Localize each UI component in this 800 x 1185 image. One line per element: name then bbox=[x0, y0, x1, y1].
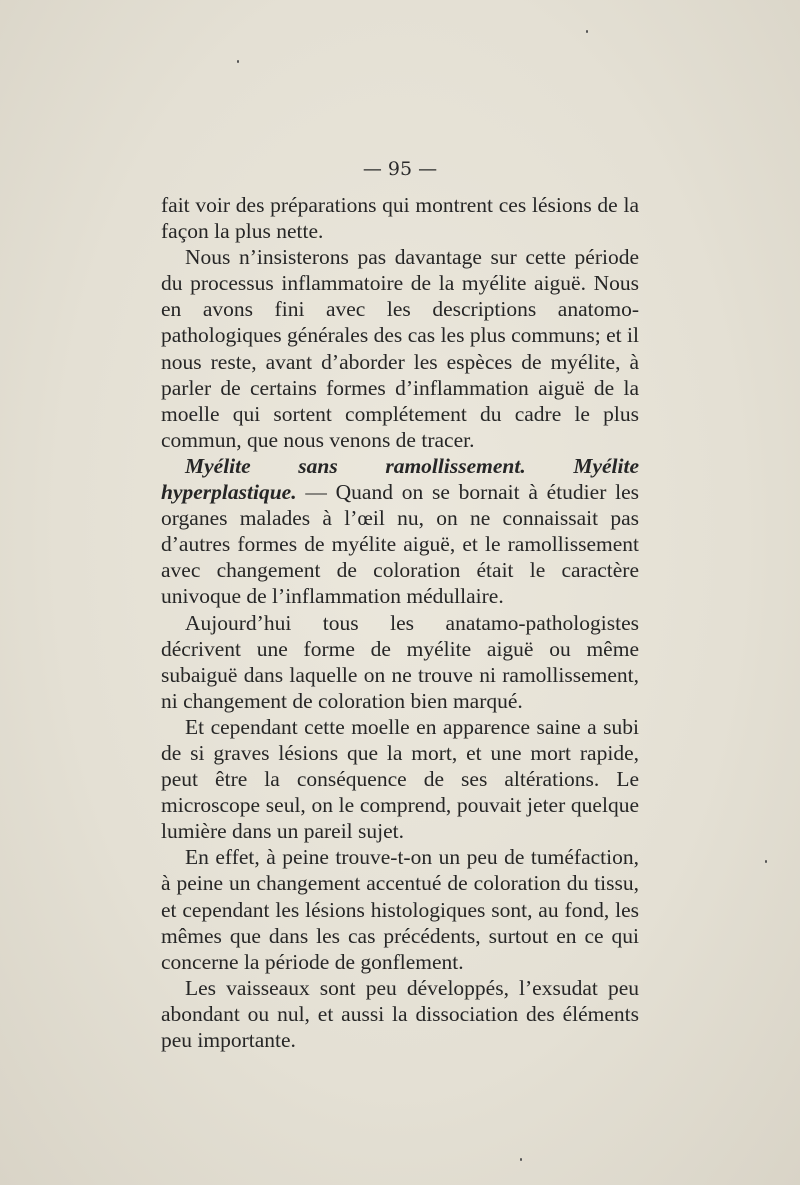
paragraph-2: Nous n’insisterons pas davantage sur cette période du processus inflammatoire de la myélite aiguë. Nous en avons fini avec les descriptions anatomo-pathologiques générales des cas les plus communs; et il nous reste, avant d’aborder les espèces de myélite, à parler de certains formes d’inflammation aiguë de la moelle qui sortent complétement du cadre le plus commun, que nous venons de tracer. bbox=[161, 245, 639, 452]
body-text bbox=[161, 192, 639, 1053]
paragraph-4: Aujourd’hui tous les anatamo-pathologistes décrivent une forme de myélite aiguë ou même subaiguë dans laquelle on ne trouve ni ramollissement, ni changement de coloration bien marqué. bbox=[161, 610, 639, 713]
paragraph-6: En effet, à peine trouve-t-on un peu de tuméfaction, à peine un changement accentué de coloration du tissu, et cependant les lésions histologiques sont, au fond, les mêmes que dans les cas précédents, surtout en ce qui concerne la période de gonflement. bbox=[161, 845, 639, 974]
section-heading: Myélite sans ramollissement. Myélite hyperplastique. bbox=[161, 453, 639, 505]
paper-speck bbox=[520, 1158, 522, 1161]
paragraph-3-text: — Quand on se bornait à étudier les organes malades à l’œil nu, on ne connaissait pas d’autres formes de myélite aiguë, et le ramollissement avec changement de coloration était le caractère univoque de l’inflammation médullaire. bbox=[161, 480, 640, 609]
page-number: — 95 — bbox=[362, 158, 438, 180]
paper-speck bbox=[586, 30, 588, 33]
paragraph-3 bbox=[161, 453, 639, 610]
paragraph-5: Et cependant cette moelle en apparence saine a subi de si graves lésions que la mort, et une mort rapide, peut être la conséquence de ses altérations. Le microscope seul, on le comprend, pouvait jeter quelque lumière dans un pareil sujet. bbox=[161, 714, 639, 844]
paragraph-1: fait voir des préparations qui montrent ces lésions de la façon la plus nette. bbox=[161, 193, 639, 244]
paragraph-7: Les vaisseaux sont peu développés, l’exsudat peu abondant ou nul, et aussi la dissociation des éléments peu importante. bbox=[161, 975, 639, 1052]
paper-speck bbox=[765, 860, 767, 863]
paper-speck bbox=[237, 60, 239, 63]
